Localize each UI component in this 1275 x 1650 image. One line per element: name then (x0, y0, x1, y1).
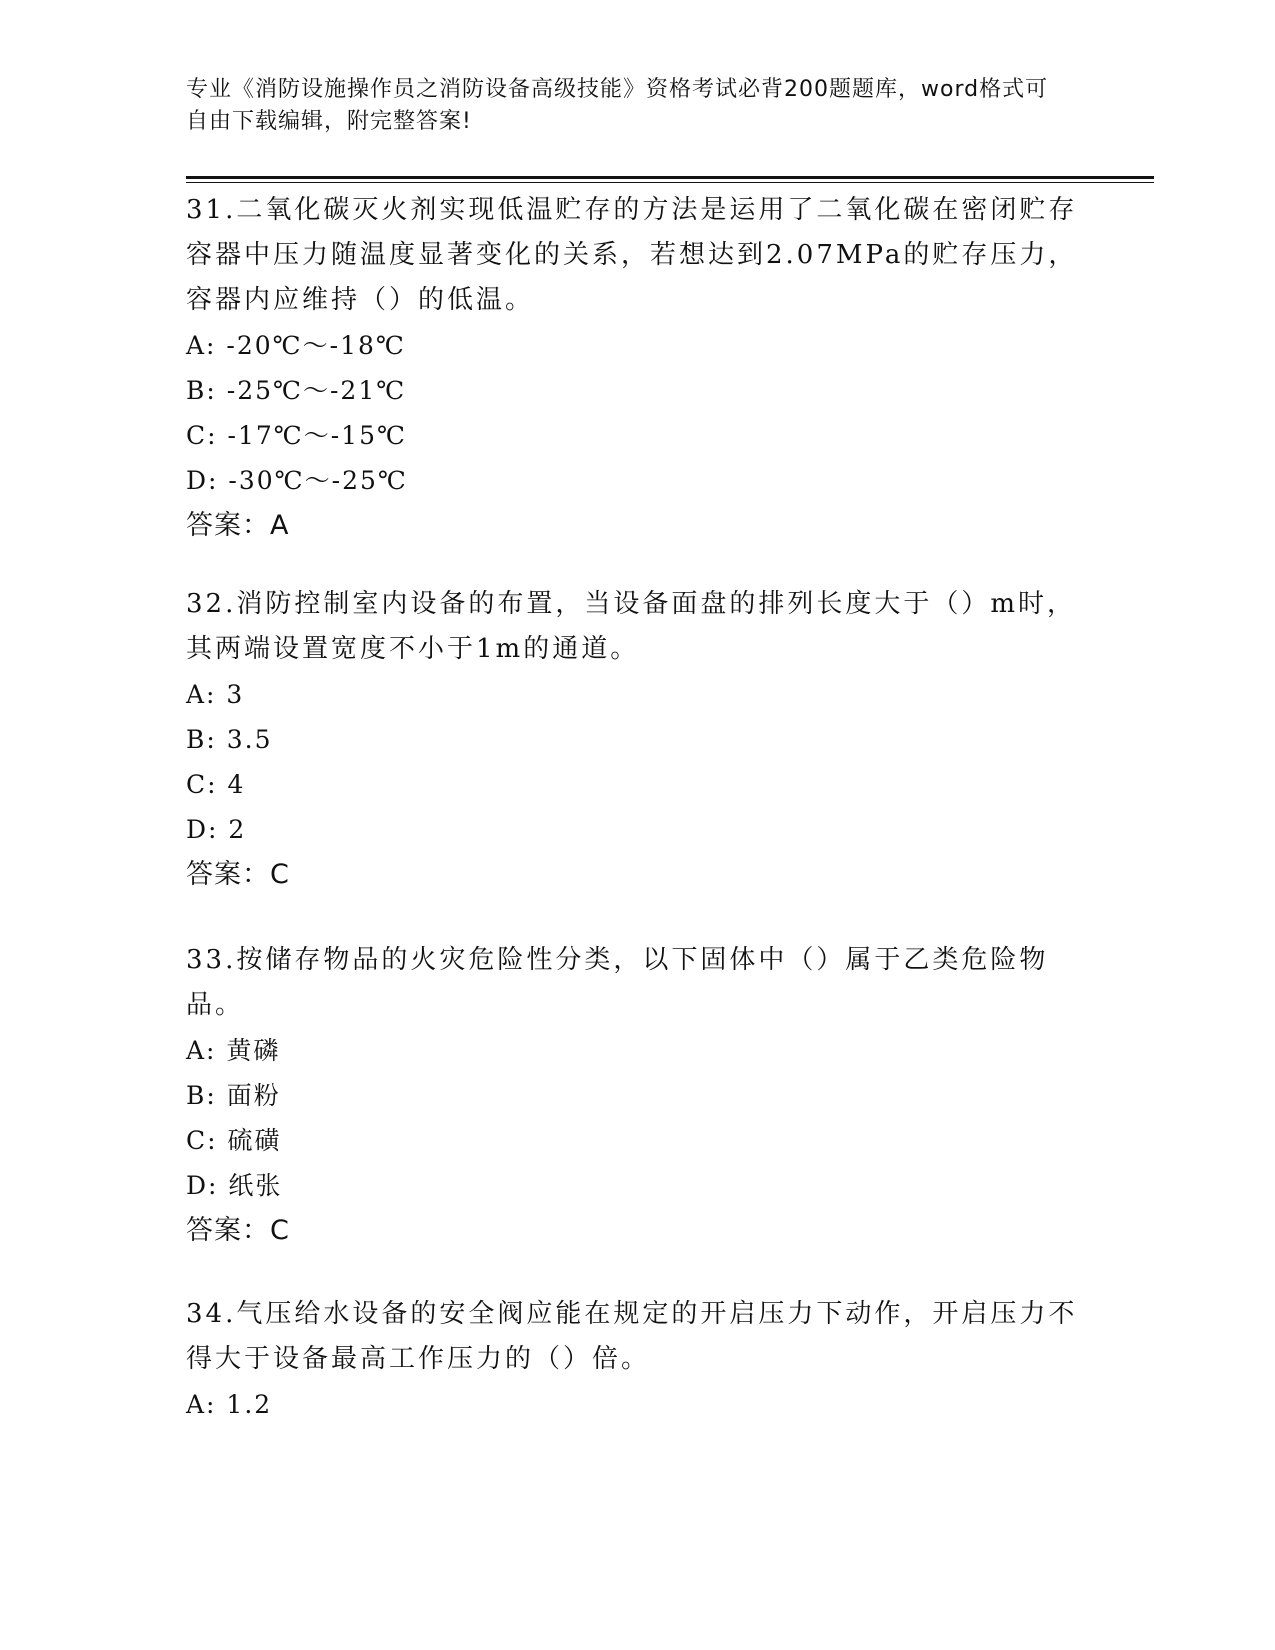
option-b: B: -25℃～-21℃ (186, 376, 407, 405)
option-a: A: 1.2 (186, 1390, 273, 1419)
option-a: A: -20℃～-18℃ (186, 331, 406, 360)
option-d: D: 纸张 (186, 1171, 283, 1200)
option-b: B: 3.5 (186, 725, 273, 754)
option-a: A: 3 (186, 680, 245, 709)
option-a: A: 黄磷 (186, 1036, 281, 1065)
header-rule-thin (186, 182, 1154, 183)
question-stem: 34.气压给水设备的安全阀应能在规定的开启压力下动作，开启压力不得大于设备最高工作压力的（）倍。 (186, 1299, 1078, 1374)
question-stem: 32.消防控制室内设备的布置，当设备面盘的排列长度大于（）m时，其两端设置宽度不小于1m的通道。 (186, 589, 1077, 664)
answer-label: 答案：A (186, 510, 290, 541)
question-stem: 33.按储存物品的火灾危险性分类，以下固体中（）属于乙类危险物品。 (186, 945, 1049, 1020)
option-c: C: -17℃～-15℃ (186, 421, 407, 450)
option-c: C: 硫磺 (186, 1126, 282, 1155)
header-rule-thick (186, 176, 1154, 179)
question-31 (186, 188, 1086, 549)
document-header: 专业《消防设施操作员之消防设备高级技能》资格考试必背200题题库，word格式可自由下载编辑，附完整答案! (186, 77, 1049, 134)
answer-label: 答案：C (186, 859, 290, 890)
question-stem: 31.二氧化碳灭火剂实现低温贮存的方法是运用了二氧化碳在密闭贮存容器中压力随温度显著变化的关系，若想达到2.07MPa的贮存压力，容器内应维持（）的低温。 (186, 195, 1078, 315)
question-34 (186, 1292, 1086, 1427)
option-d: D: -30℃～-25℃ (186, 466, 408, 495)
question-32 (186, 582, 1086, 898)
option-d: D: 2 (186, 815, 247, 844)
answer-label: 答案：C (186, 1215, 290, 1246)
option-c: C: 4 (186, 770, 246, 799)
option-b: B: 面粉 (186, 1081, 281, 1110)
question-33 (186, 938, 1086, 1254)
